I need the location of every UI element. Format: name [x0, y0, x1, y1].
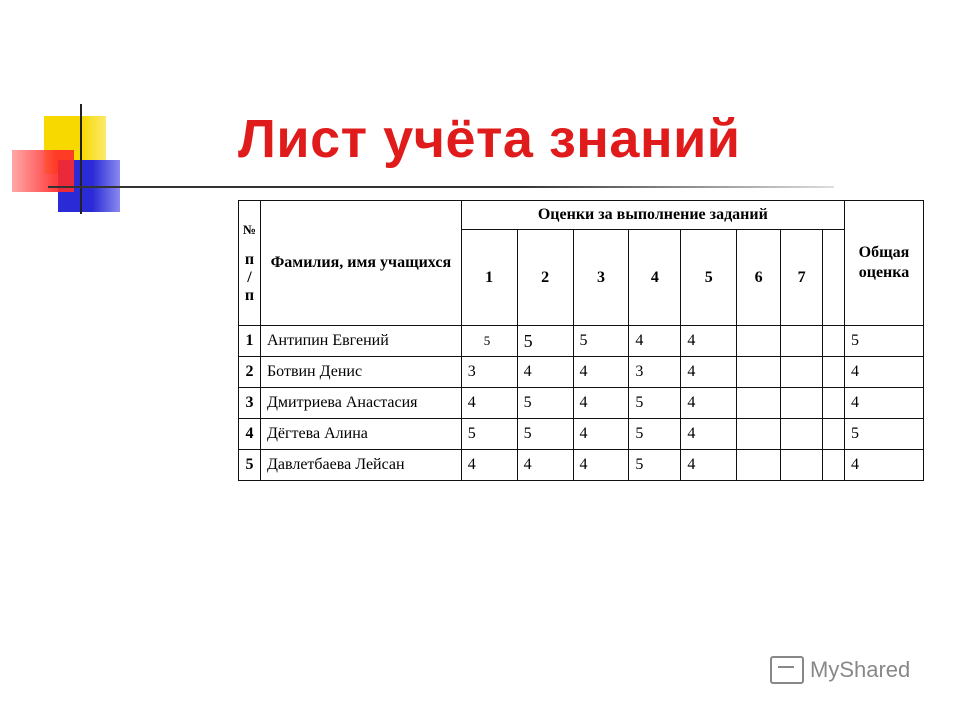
task-number-3: 3	[573, 230, 629, 326]
student-name: Дёгтева Алина	[260, 419, 461, 450]
table-row	[239, 419, 924, 450]
grades-table	[238, 200, 924, 481]
total-cell: 4	[844, 450, 923, 481]
myshared-logo-icon	[770, 656, 804, 684]
total-cell: 5	[844, 326, 923, 357]
row-index: 2	[239, 357, 261, 388]
row-index: 3	[239, 388, 261, 419]
col-header-name: Фамилия, имя учащихся	[260, 201, 461, 326]
grade-cell: 4	[461, 450, 517, 481]
grade-cell: 4	[681, 419, 737, 450]
grade-cell	[781, 388, 823, 419]
grade-cell: 5	[461, 326, 517, 357]
grade-cell	[823, 388, 845, 419]
grade-cell: 4	[681, 450, 737, 481]
task-number-1: 1	[461, 230, 517, 326]
total-cell: 4	[844, 357, 923, 388]
myshared-brand: MyShared	[810, 657, 911, 682]
total-cell: 5	[844, 419, 923, 450]
grade-cell: 4	[573, 419, 629, 450]
row-index: 1	[239, 326, 261, 357]
col-header-number	[239, 201, 261, 326]
table-row	[239, 357, 924, 388]
student-name: Ботвин Денис	[260, 357, 461, 388]
grade-cell: 4	[629, 326, 681, 357]
student-name: Антипин Евгений	[260, 326, 461, 357]
total-cell: 4	[844, 388, 923, 419]
grade-cell: 5	[629, 419, 681, 450]
grade-cell	[823, 326, 845, 357]
row-index: 5	[239, 450, 261, 481]
grade-cell: 3	[461, 357, 517, 388]
grade-cell	[737, 419, 781, 450]
student-name: Давлетбаева Лейсан	[260, 450, 461, 481]
grade-cell: 4	[573, 450, 629, 481]
grade-cell: 5	[461, 419, 517, 450]
grade-cell: 5	[629, 450, 681, 481]
grade-cell	[781, 357, 823, 388]
number-sub-3: п	[244, 287, 255, 304]
task-number-8	[823, 230, 845, 326]
task-number-7: 7	[781, 230, 823, 326]
number-symbol: №	[242, 222, 257, 237]
grade-cell: 5	[517, 419, 573, 450]
col-header-total: Общая оценка	[844, 201, 923, 326]
task-number-6: 6	[737, 230, 781, 326]
grade-cell: 3	[629, 357, 681, 388]
grade-cell	[737, 388, 781, 419]
grade-cell	[737, 326, 781, 357]
grade-cell	[737, 450, 781, 481]
student-name: Дмитриева Анастасия	[260, 388, 461, 419]
task-number-5: 5	[681, 230, 737, 326]
number-sub-1: п	[244, 251, 255, 268]
table-row	[239, 450, 924, 481]
grade-cell: 4	[573, 357, 629, 388]
col-header-tasks: Оценки за выполнение заданий	[461, 201, 844, 230]
grade-cell	[737, 357, 781, 388]
grade-cell	[781, 450, 823, 481]
task-number-2: 2	[517, 230, 573, 326]
grade-cell: 5	[573, 326, 629, 357]
grade-cell	[823, 450, 845, 481]
decor-horizontal-line	[48, 186, 834, 188]
grade-cell: 4	[681, 388, 737, 419]
grade-cell: 4	[681, 357, 737, 388]
grade-cell	[781, 326, 823, 357]
grade-cell: 4	[573, 388, 629, 419]
grade-cell: 4	[517, 450, 573, 481]
grade-cell	[781, 419, 823, 450]
myshared-logo[interactable]	[770, 656, 910, 684]
decor-vertical-line	[80, 104, 82, 214]
grade-cell: 5	[629, 388, 681, 419]
page-title: Лист учёта знаний	[238, 109, 741, 169]
table-row	[239, 388, 924, 419]
grade-cell: 4	[681, 326, 737, 357]
row-index: 4	[239, 419, 261, 450]
grade-cell: 4	[517, 357, 573, 388]
grade-cell: 5	[517, 388, 573, 419]
grade-cell	[823, 357, 845, 388]
grade-cell	[823, 419, 845, 450]
task-number-4: 4	[629, 230, 681, 326]
table-row	[239, 326, 924, 357]
grade-cell: 4	[461, 388, 517, 419]
grade-cell: 5	[517, 326, 573, 357]
number-sub-2: /	[247, 269, 252, 286]
